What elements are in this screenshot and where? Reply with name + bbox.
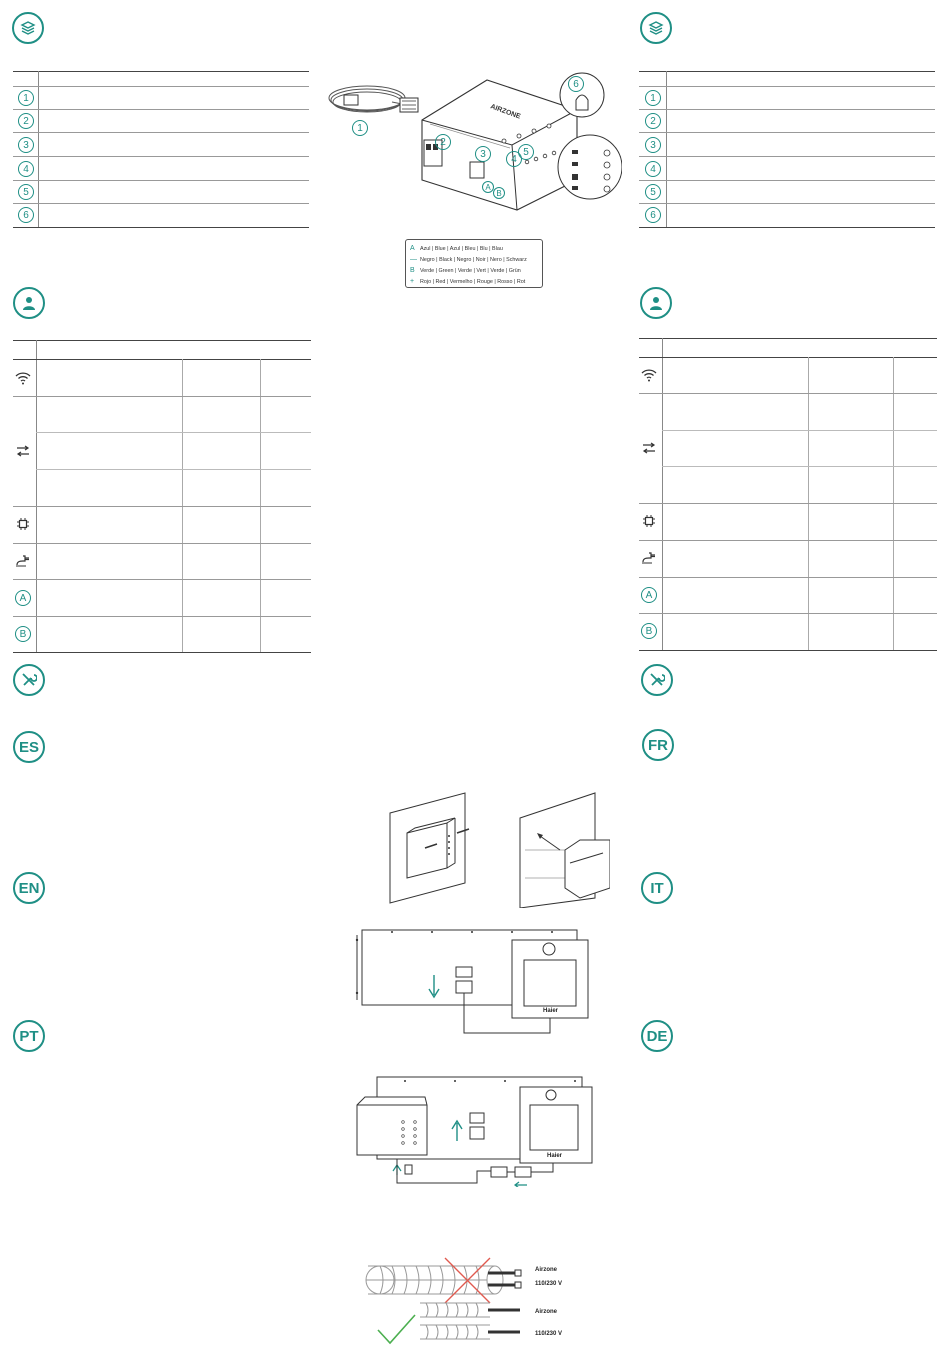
chip-icon <box>17 518 29 530</box>
component-number: 2 <box>645 113 661 129</box>
component-number: 5 <box>18 184 34 200</box>
tools-icon <box>13 664 45 696</box>
component-number: 6 <box>18 207 34 223</box>
component-number: 4 <box>645 161 661 177</box>
connection-diagram-1 <box>352 925 592 1037</box>
callout-5: 5 <box>518 144 534 160</box>
cable-label-airzone-wrong: Airzone <box>535 1267 558 1273</box>
wifi-icon <box>641 368 657 382</box>
language-badge-en: EN <box>13 872 45 904</box>
legend-row: B Verde | Green | Verde | Vert | Verde | Grün <box>410 267 521 274</box>
wire-color-legend <box>405 239 543 288</box>
technician-icon <box>640 287 672 319</box>
callout-a: A <box>482 181 494 193</box>
plug-icon <box>641 549 657 565</box>
layers-icon <box>640 12 672 44</box>
component-number: 2 <box>18 113 34 129</box>
legend-row: A Azul | Blue | Azul | Bleu | Blu | Blau <box>410 245 503 252</box>
unit-brand-label: Haier <box>543 1008 559 1014</box>
cable-b-label: B <box>641 623 657 639</box>
component-number: 5 <box>645 184 661 200</box>
legend-row: + Rojo | Red | Vermelho | Rouge | Rosso | Rot <box>410 278 526 285</box>
cable-label-airzone-correct: Airzone <box>535 1309 558 1315</box>
device-illustration <box>322 70 622 220</box>
legend-row: — Negro | Black | Negro | Noir | Nero | Schwarz <box>410 256 527 263</box>
cable-label-voltage-correct: 110/230 V <box>535 1331 563 1337</box>
device-brand: AIRZONE <box>489 103 522 121</box>
wifi-icon <box>15 371 31 385</box>
cable-b-label: B <box>15 626 31 642</box>
unit-brand-label: Haier <box>547 1153 563 1159</box>
callout-b: B <box>493 187 505 199</box>
component-number: 4 <box>18 161 34 177</box>
plug-icon <box>15 552 31 568</box>
language-badge-it: IT <box>641 872 673 904</box>
language-badge-pt: PT <box>13 1020 45 1052</box>
cable-separation-illustration <box>360 1255 535 1350</box>
connection-diagram-2 <box>355 1075 595 1187</box>
cable-a-label: A <box>15 590 31 606</box>
cable-a-label: A <box>641 587 657 603</box>
component-number: 3 <box>645 137 661 153</box>
language-badge-es: ES <box>13 731 45 763</box>
tools-icon <box>641 664 673 696</box>
chip-icon <box>643 515 655 527</box>
language-badge-de: DE <box>641 1020 673 1052</box>
language-badge-fr: FR <box>642 729 674 761</box>
component-number: 3 <box>18 137 34 153</box>
layers-icon <box>12 12 44 44</box>
cable-label-voltage-wrong: 110/230 V <box>535 1281 563 1287</box>
callout-4: 4 <box>506 151 522 167</box>
callout-1: 1 <box>352 120 368 136</box>
wall-mount-illustration <box>385 788 610 908</box>
arrows-icon <box>16 445 30 457</box>
component-number: 1 <box>645 90 661 106</box>
component-number: 6 <box>645 207 661 223</box>
technician-icon <box>13 287 45 319</box>
component-number: 1 <box>18 90 34 106</box>
arrows-icon <box>642 442 656 454</box>
callout-6: 6 <box>568 76 584 92</box>
callout-3: 3 <box>475 146 491 162</box>
callout-2: 2 <box>435 134 451 150</box>
